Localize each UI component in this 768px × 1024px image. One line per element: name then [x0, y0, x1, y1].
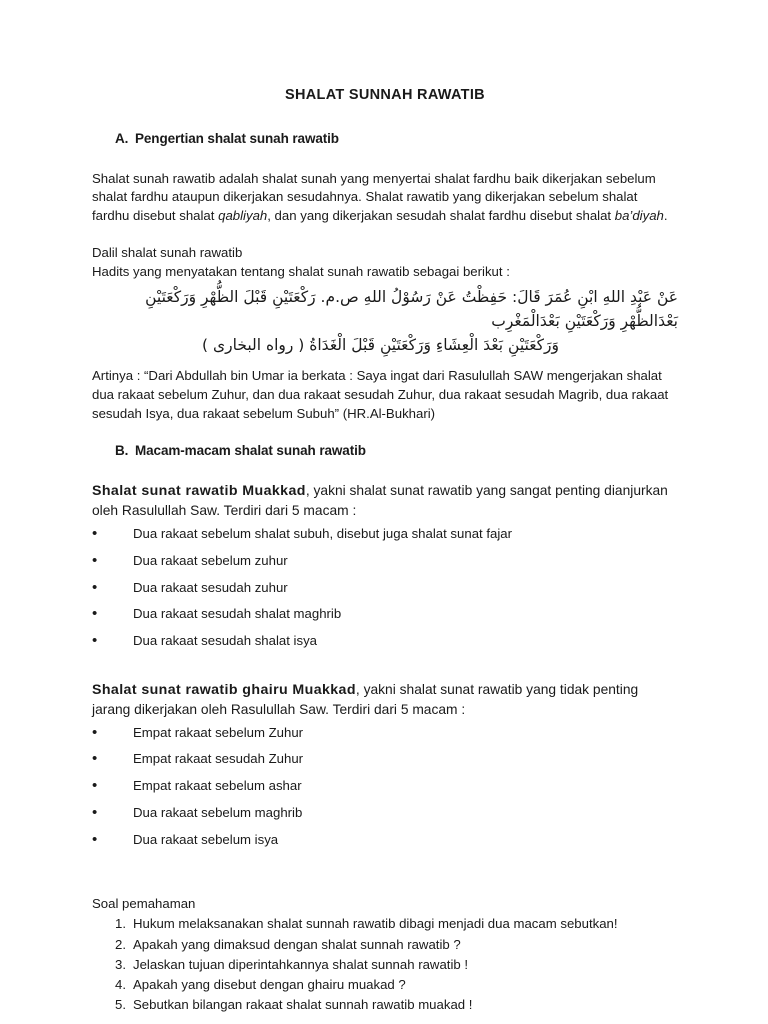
muakkad-lead-rest: , yakni shalat sunat rawatib yang sangat penting dianjurkan oleh Rasulullah Saw. Terdiri dari 5 macam : — [92, 483, 668, 519]
section-b-letter: B. — [115, 442, 129, 458]
list-item-number: 4. — [115, 977, 126, 993]
list-item-label: Dua rakaat sebelum shalat subuh, disebut juga shalat sunat fajar — [133, 525, 513, 541]
list-item-label: Jelaskan tujuan diperintahkannya shalat sunnah rawatib ! — [133, 956, 469, 972]
bullet-icon: • — [92, 750, 98, 768]
hadith-arabic-text — [92, 285, 678, 357]
ghairu-muakkad-list — [92, 724, 678, 849]
section-heading-a — [92, 130, 678, 148]
bullet-icon: • — [92, 723, 98, 741]
ghairu-muakkad-lead-rest: , yakni shalat sunat rawatib yang tidak penting jarang dikerjakan oleh Rasulullah Saw. Terdiri dari 5 macam : — [92, 681, 639, 718]
list-item — [92, 750, 678, 768]
spacer — [92, 650, 678, 680]
definition-part-2: , dan yang dikerjakan sesudah shalat fardhu disebut shalat — [267, 208, 615, 224]
list-item-label: Apakah yang dimaksud dengan shalat sunnah rawatib ? — [133, 936, 461, 952]
section-a-heading-text: Pengertian shalat sunah rawatib — [135, 131, 339, 147]
muakkad-intro — [92, 481, 678, 521]
bullet-icon: • — [92, 804, 98, 822]
exercise-heading: Soal pemahaman — [92, 895, 196, 911]
dalil-line-2: Hadits yang menyatakan tentang shalat sunah rawatib sebagai berikut : — [92, 263, 510, 279]
list-item-label: Empat rakaat sebelum Zuhur — [133, 724, 304, 740]
definition-paragraph — [92, 170, 678, 226]
hadith-arabic-line-2: وَرَكْعَتَيْنِ بَعْدَ الْعِشَاءِ وَرَكْعَتَيْنِ قَبْلَ الْغَدَاةُ ( رواه البخارى ) — [202, 336, 560, 355]
list-item — [92, 956, 678, 974]
document-content — [92, 86, 678, 1015]
list-item-number: 3. — [115, 956, 126, 972]
list-item — [92, 777, 678, 795]
list-item-number: 5. — [115, 997, 126, 1013]
section-b-heading-text: Macam-macam shalat sunah rawatib — [135, 442, 366, 458]
bullet-icon: • — [92, 632, 98, 650]
list-item — [92, 976, 678, 994]
exercise-question-list — [92, 915, 678, 1014]
bullet-icon: • — [92, 578, 98, 596]
list-item-label: Empat rakaat sesudah Zuhur — [133, 751, 304, 767]
section-a-letter: A. — [115, 131, 129, 147]
term-qabliyah: qabliyah — [218, 208, 268, 224]
list-item-label: Dua rakaat sesudah shalat maghrib — [133, 606, 342, 622]
list-item — [92, 996, 678, 1014]
bullet-icon: • — [92, 524, 98, 542]
list-item-label: Dua rakaat sesudah zuhur — [133, 579, 288, 595]
hadith-translation: Artinya : “Dari Abdullah bin Umar ia berkata : Saya ingat dari Rasulullah SAW mengerjakan shalat dua rakaat sebelum Zuhur, dan dua rakaat sesudah Zuhur, dua rakaat sesudah Magrib, dua rakaat sesudah Isya, dua rakaat sebelum Subuh” (HR.Al-Bukhari) — [92, 368, 669, 421]
list-item — [92, 525, 678, 543]
definition-part-3: . — [663, 208, 668, 224]
dalil-intro — [92, 244, 678, 281]
list-item-number: 1. — [115, 916, 126, 932]
muakkad-lead-label: Shalat sunat rawatib Muakkad — [92, 483, 306, 500]
list-item — [92, 632, 678, 650]
list-item — [92, 552, 678, 570]
list-item — [92, 579, 678, 597]
list-item — [92, 936, 678, 954]
list-item — [92, 804, 678, 822]
list-item — [92, 724, 678, 742]
spacer — [92, 849, 678, 895]
list-item-label: Sebutkan bilangan rakaat shalat sunnah rawatib muakad ! — [133, 997, 473, 1013]
bullet-icon: • — [92, 551, 98, 569]
section-heading-b — [92, 442, 678, 460]
muakkad-list — [92, 525, 678, 650]
ghairu-muakkad-intro — [92, 680, 678, 720]
definition-part-1: Shalat sunah rawatib adalah shalat sunah yang menyertai shalat fardhu baik dikerjakan sebelum shalat fardhu ataupun dikerjakan sesudahnya. Shalat rawatib yang dikerjakan sebelum shalat fardhu disebut shalat — [92, 170, 656, 224]
list-item — [92, 915, 678, 933]
list-item-label: Apakah yang disebut dengan ghairu muakad ? — [133, 977, 406, 993]
list-item — [92, 831, 678, 849]
bullet-icon: • — [92, 830, 98, 848]
bullet-icon: • — [92, 777, 98, 795]
list-item-label: Dua rakaat sesudah shalat isya — [133, 633, 318, 649]
dalil-line-1: Dalil shalat sunah rawatib — [92, 244, 243, 260]
list-item — [92, 605, 678, 623]
ghairu-muakkad-lead-label: Shalat sunat rawatib ghairu Muakkad — [92, 681, 356, 698]
list-item-label: Dua rakaat sebelum isya — [133, 831, 279, 847]
page-title: SHALAT SUNNAH RAWATIB — [285, 87, 485, 103]
list-item-label: Dua rakaat sebelum maghrib — [133, 805, 303, 821]
list-item-label: Dua rakaat sebelum zuhur — [133, 552, 288, 568]
bullet-icon: • — [92, 605, 98, 623]
list-item-label: Empat rakaat sebelum ashar — [133, 778, 302, 794]
hadith-arabic-line-1: عَنْ عَبْدِ اللهِ ابْنِ عُمَرَ قَالَ: حَفِظْتُ عَنْ رَسُوْلُ اللهِ ص.م. رَكْعَتَيْنِ قَبْلَ الظُّهْرِ وَرَكْعَتَيْنِ بَعْدَالظُّهْرِ وَرَكْعَتَيْنِ بَعْدَالْمَغْرِب — [145, 288, 678, 331]
term-badiyah: ba’diyah — [614, 208, 664, 224]
list-item-label: Hukum melaksanakan shalat sunnah rawatib dibagi menjadi dua macam sebutkan! — [133, 916, 618, 932]
list-item-number: 2. — [115, 936, 126, 952]
